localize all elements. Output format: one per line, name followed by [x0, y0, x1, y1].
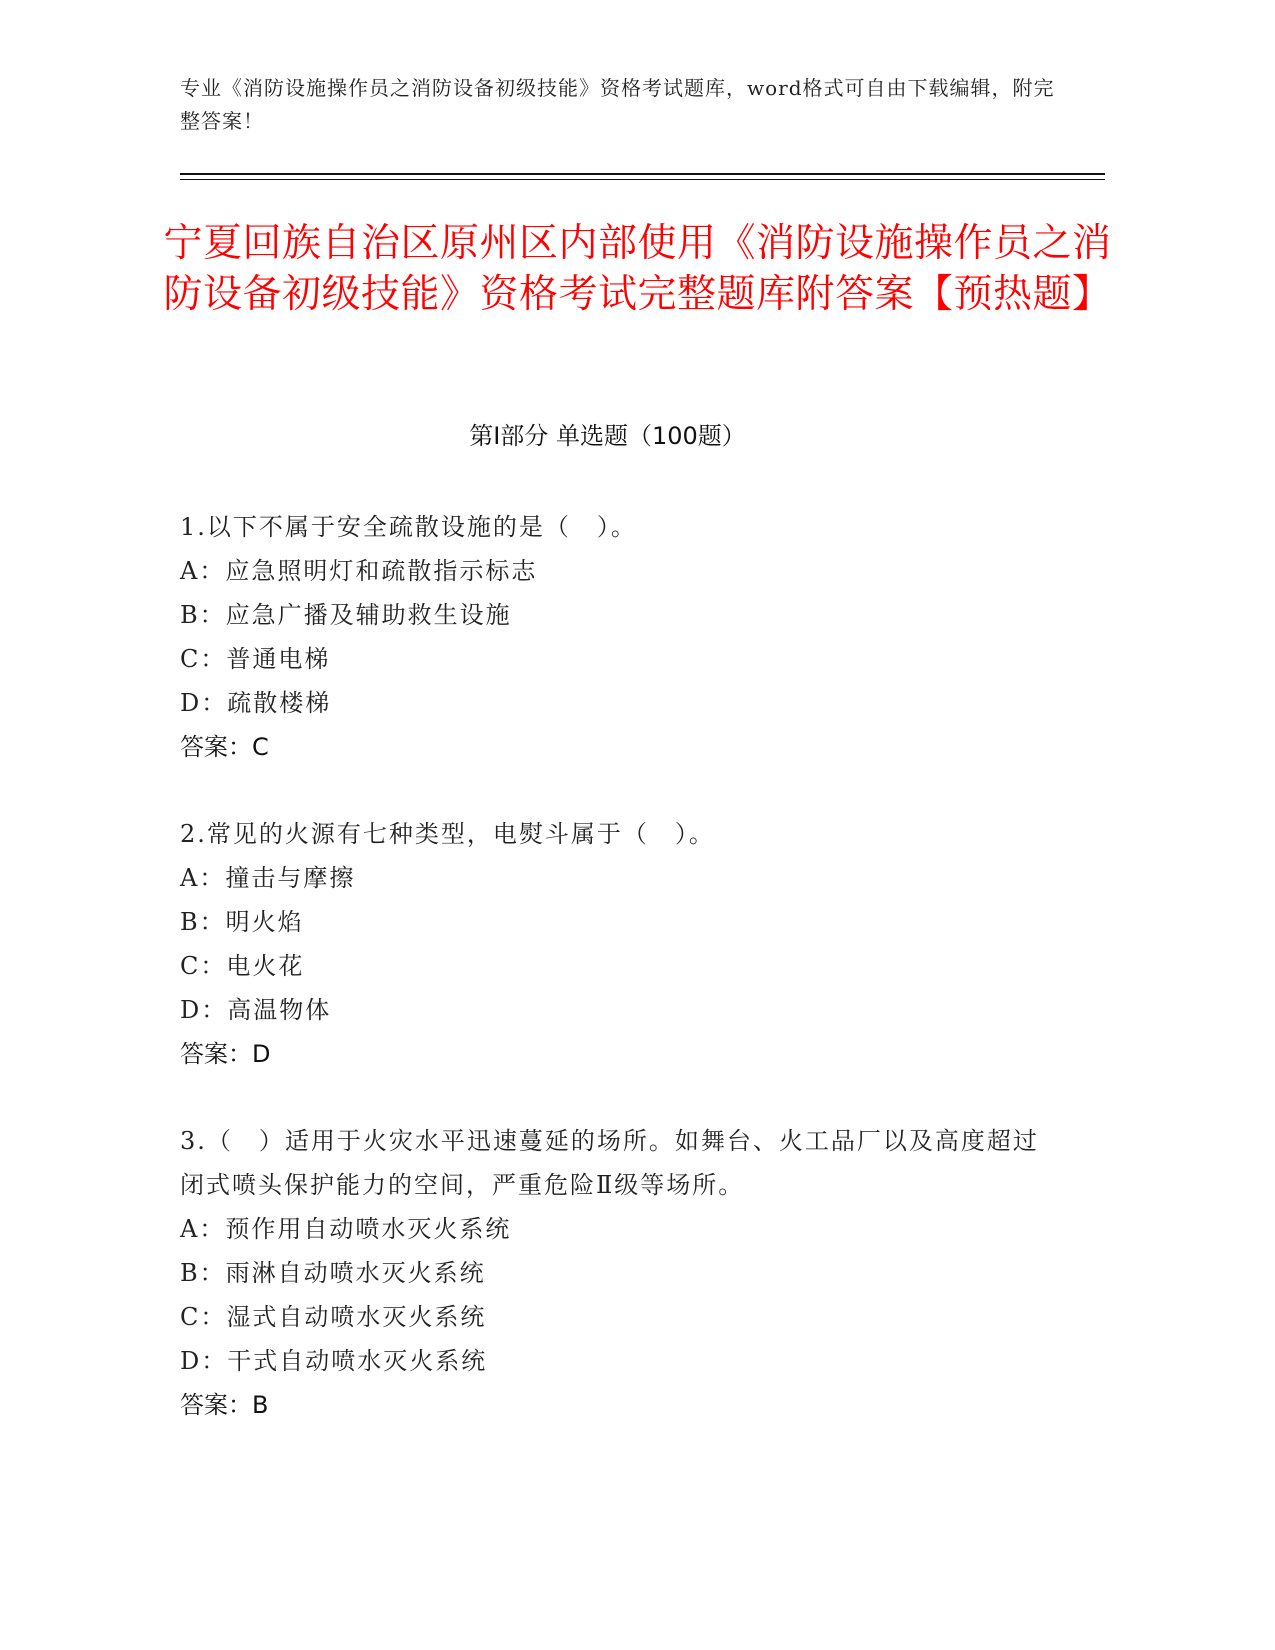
option-b: B：明火焰	[180, 908, 304, 936]
header-note: 专业《消防设施操作员之消防设备初级技能》资格考试题库，word格式可自由下载编辑，附完整答案！	[180, 76, 1055, 133]
option-b: B：雨淋自动喷水灭火系统	[180, 1259, 486, 1287]
question-1	[180, 505, 1060, 769]
header-rule-thick	[180, 173, 1105, 175]
option-a: A：撞击与摩擦	[180, 864, 356, 892]
option-a: A：预作用自动喷水灭火系统	[180, 1215, 512, 1243]
header-rule-thin	[180, 179, 1105, 180]
option-c: C：电火花	[180, 952, 305, 980]
option-c: C：普通电梯	[180, 645, 331, 673]
question-stem: 3.（ ）适用于火灾水平迅速蔓延的场所。如舞台、火工品厂以及高度超过闭式喷头保护能力的空间，严重危险Ⅱ级等场所。	[180, 1127, 1039, 1199]
option-a: A：应急照明灯和疏散指示标志	[180, 557, 538, 585]
answer: 答案：B	[180, 1391, 269, 1419]
document-title: 宁夏回族自治区原州区内部使用《消防设施操作员之消防设备初级技能》资格考试完整题库附答案【预热题】	[163, 221, 1112, 317]
option-d: D：高温物体	[180, 996, 332, 1024]
section-heading: 第Ⅰ部分 单选题（100题）	[469, 422, 746, 450]
question-2	[180, 812, 1060, 1076]
question-stem: 1.以下不属于安全疏散设施的是（ ）。	[180, 513, 637, 541]
option-c: C：湿式自动喷水灭火系统	[180, 1303, 487, 1331]
answer: 答案：C	[180, 733, 269, 761]
question-list	[180, 505, 1060, 1470]
question-3	[180, 1119, 1060, 1427]
option-b: B：应急广播及辅助救生设施	[180, 601, 512, 629]
answer: 答案：D	[180, 1040, 271, 1068]
option-d: D：疏散楼梯	[180, 689, 332, 717]
question-stem: 2.常见的火源有七种类型，电熨斗属于（ ）。	[180, 820, 715, 848]
option-d: D：干式自动喷水灭火系统	[180, 1347, 488, 1375]
